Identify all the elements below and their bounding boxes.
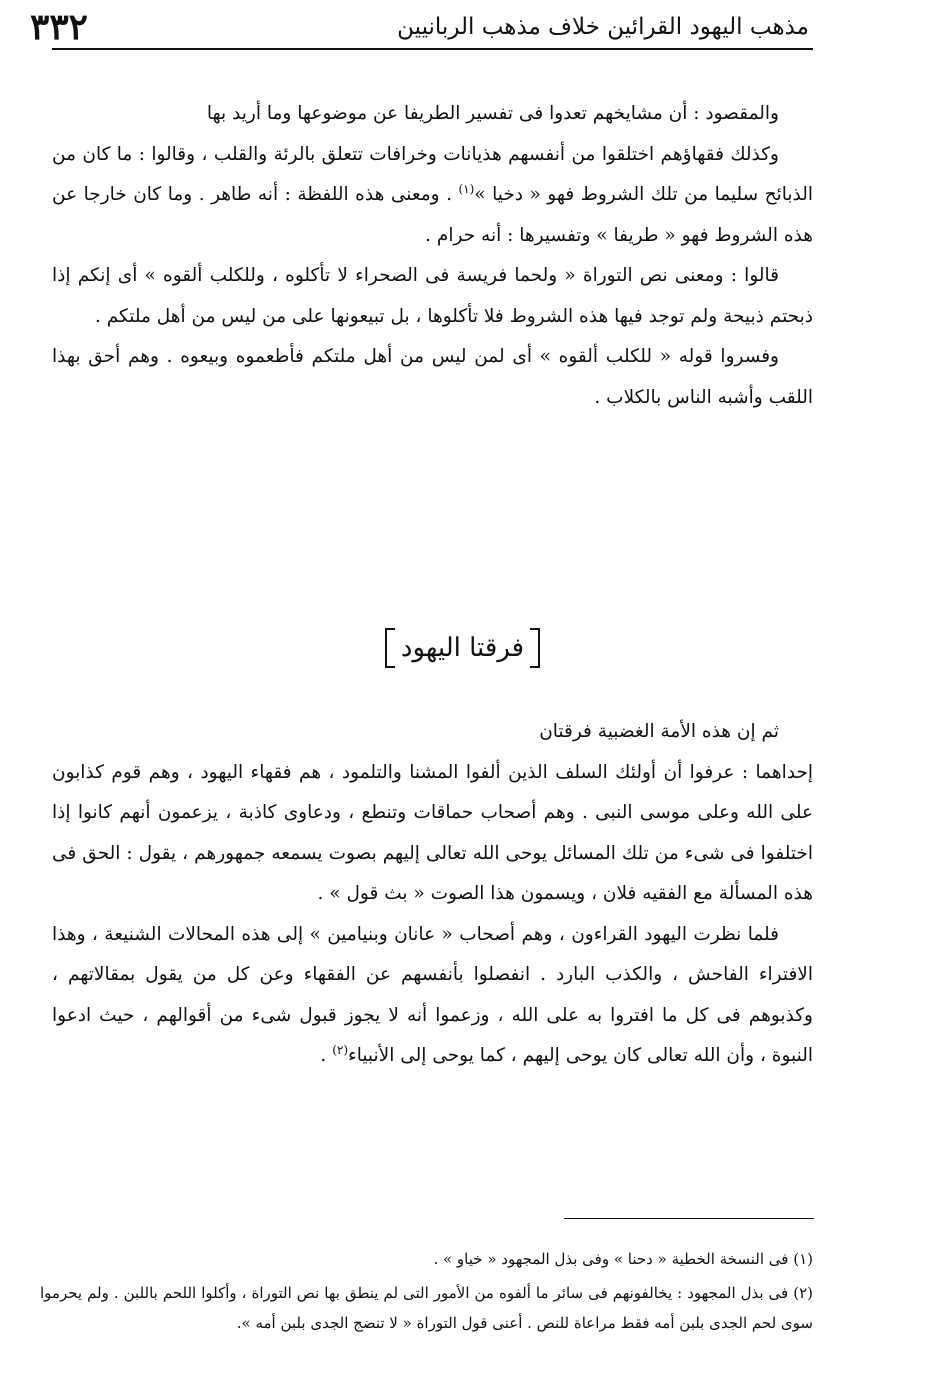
paragraph: ثم إن هذه الأمة الغضبية فرقتان	[539, 721, 779, 742]
header-rule	[52, 48, 813, 50]
paragraph: قالوا : ومعنى نص التوراة « ولحما فريسة فى الصحراء لا تأكلوه ، وللكلب ألقوه » أى إنكم إذا ذبحتم ذبيحة ولم توجد فيها هذه الشروط فلا تأكلوها ، بل تبيعونها على من ليس من أهل ملتكم .	[52, 265, 813, 327]
page-number: ٣٣٢	[30, 6, 89, 48]
paragraph: فلما نظرت اليهود القراءون ، وهم أصحاب « عانان وبنيامين » إلى هذه المحالات الشنيعة ، وهذا الافتراء الفاحش ، والكذب البارد . انفصلوا بأنفسهم عن الفقهاء وعن كل من يقول بمقالاتهم ، وكذبوهم فى كل ما افتروا به على الله ، وزعموا أنه لا يجوز قبول شىء من أقوالهم ، حيث ادعوا النبوة ، وأن الله تعالى كان يوحى إليهم ، كما يوحى إلى الأنبياء$^{(٢)}$ .	[52, 923, 813, 1066]
footnote-ref-1: (١)	[458, 181, 475, 196]
paragraph: والمقصود : أن مشايخهم تعدوا فى تفسير الطريفا عن موضوعها وما أريد بها	[206, 103, 779, 124]
footnote-ref-2: (٢)	[332, 1042, 349, 1057]
footnotes	[40, 1244, 813, 1338]
paragraph: وكذلك فقهاؤهم اختلقوا من أنفسهم هذيانات وخرافات تتعلق بالرئة والقلب ، وقالوا : ما كان من الذبائح سليما من تلك الشروط فهو « دخيا »$^{(١)}$ . ومعنى هذه اللفظة : أنه طاهر . وما كان خارجا عن هذه الشروط فهو « طريفا » وتفسيرها : أنه حرام .	[52, 143, 814, 246]
footnote-1: (١) فى النسخة الخطية « دحنا » وفى بذل المجهود « خياو » .	[433, 1250, 813, 1268]
page-header	[30, 8, 809, 46]
footnote-rule	[564, 1218, 814, 1219]
paragraph: إحداهما : عرفوا أن أولئك السلف الذين ألفوا المشنا والتلمود ، هم فقهاء اليهود ، وهم قوم كذابون على الله وعلى موسى النبى . وهم أصحاب حماقات وتنطع ، ودعاوى كاذبة ، يزعمون أنهم كانوا إذا اختلفوا فى شىء من تلك المسائل يوحى الله تعالى إليهم بصوت يسمعه جمهورهم ، يقول : الحق فى هذه المسألة مع الفقيه فلان ، ويسمون هذا الصوت « بث قول » .	[52, 761, 813, 904]
paragraph: وفسروا قوله « للكلب ألقوه » أى لمن ليس من أهل ملتكم فأطعموه وبيعوه . وهم أحق بهذا اللقب وأشبه الناس بالكلاب .	[52, 346, 813, 408]
footnote-2: (٢) فى بذل المجهود : يخالفونهم فى سائر ما ألفوه من الأمور التى لم ينطق بها نص التوراة ، وأكلوا اللحم باللبن . ولم يحرموا سوى لحم الجدى بلبن أمه فقط مراعاة للنص . أعنى قول التوراة « لا تنضج الجدى بلبن أمه ».	[40, 1284, 813, 1332]
running-title: مذهب اليهود القرائين خلاف مذهب الربانيين	[397, 13, 809, 40]
body-text-section-1	[52, 94, 813, 418]
section-heading	[0, 628, 925, 668]
body-text-section-2	[52, 712, 813, 1077]
section-heading-text: فرقتا اليهود	[385, 628, 540, 668]
